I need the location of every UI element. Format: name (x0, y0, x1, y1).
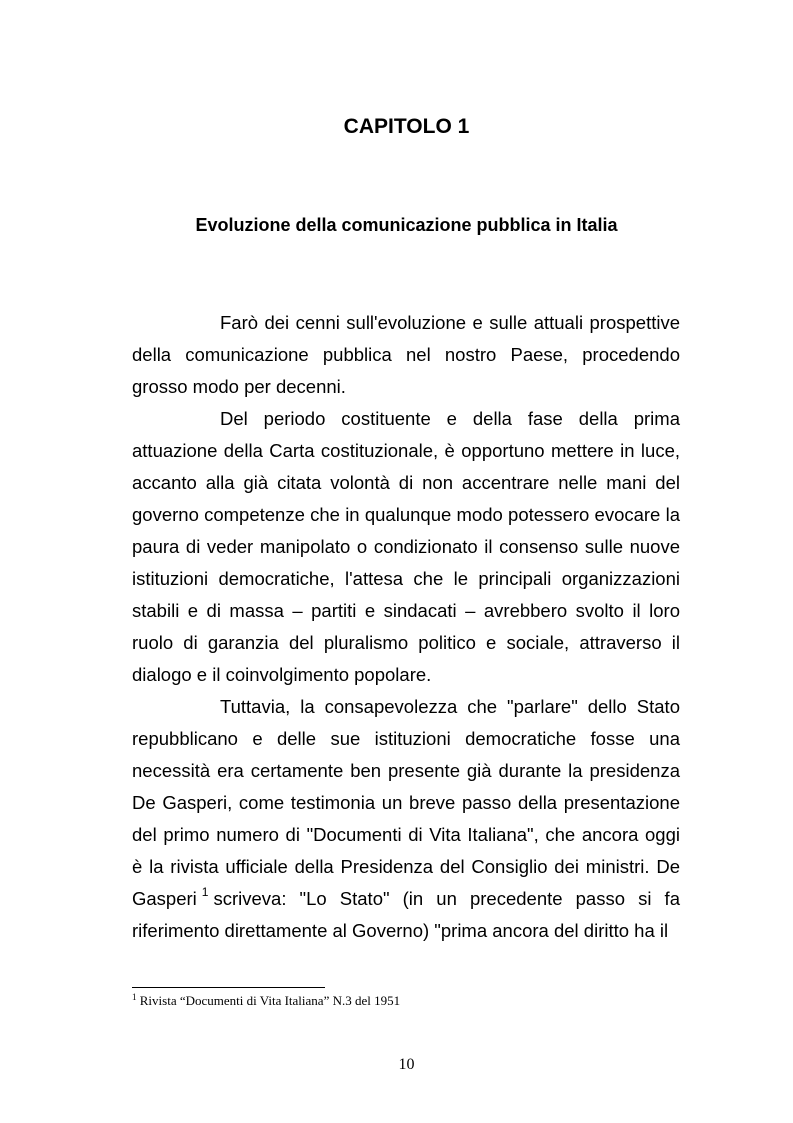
footnote-divider (132, 987, 325, 988)
paragraph-3-text-start: Tuttavia, la consapevolezza che "parlare" dello Stato repubblicano e delle sue istituzioni democratiche fosse una necessità era certamente ben presente già durante la presidenza De Gasperi, come testimonia un breve passo della presentazione del primo numero di "Documenti di Vita Italiana", che ancora oggi è la rivista ufficiale della Presidenza del Consiglio dei ministri. De Gasperi (132, 696, 680, 909)
paragraph-2: Del periodo costituente e della fase della prima attuazione della Carta costituzionale, è opportuno mettere in luce, accanto alla già citata volontà di non accentrare nelle mani del governo competenze che in qualunque modo potessero evocare la paura di veder manipolato o condizionato il consenso sulle nuove istituzioni democratiche, l'attesa che le principali organizzazioni stabili e di massa – partiti e sindacati – avrebbero svolto il loro ruolo di garanzia del pluralismo politico e sociale, attraverso il dialogo e il coinvolgimento popolare. (132, 408, 680, 685)
chapter-title: CAPITOLO 1 (343, 115, 470, 138)
paragraph-1: Farò dei cenni sull'evoluzione e sulle attuali prospettive della comunicazione pubblica nel nostro Paese, procedendo grosso modo per decenni. (132, 312, 680, 397)
paragraph-3-text-end: scriveva: "Lo Stato" (in un precedente passo si fa riferimento direttamente al Governo) "prima ancora del diritto ha il (132, 888, 680, 941)
footnote-text: Rivista “Documenti di Vita Italiana” N.3 del 1951 (139, 993, 401, 1008)
paragraph-3 (132, 691, 680, 947)
footnote-number: 1 (132, 992, 137, 1002)
footnote-reference[interactable]: 1 (201, 885, 209, 899)
section-title: Evoluzione della comunicazione pubblica in Italia (195, 215, 618, 235)
page-number: 10 (398, 1056, 415, 1073)
body-text (132, 307, 680, 947)
footnote (132, 992, 680, 1009)
